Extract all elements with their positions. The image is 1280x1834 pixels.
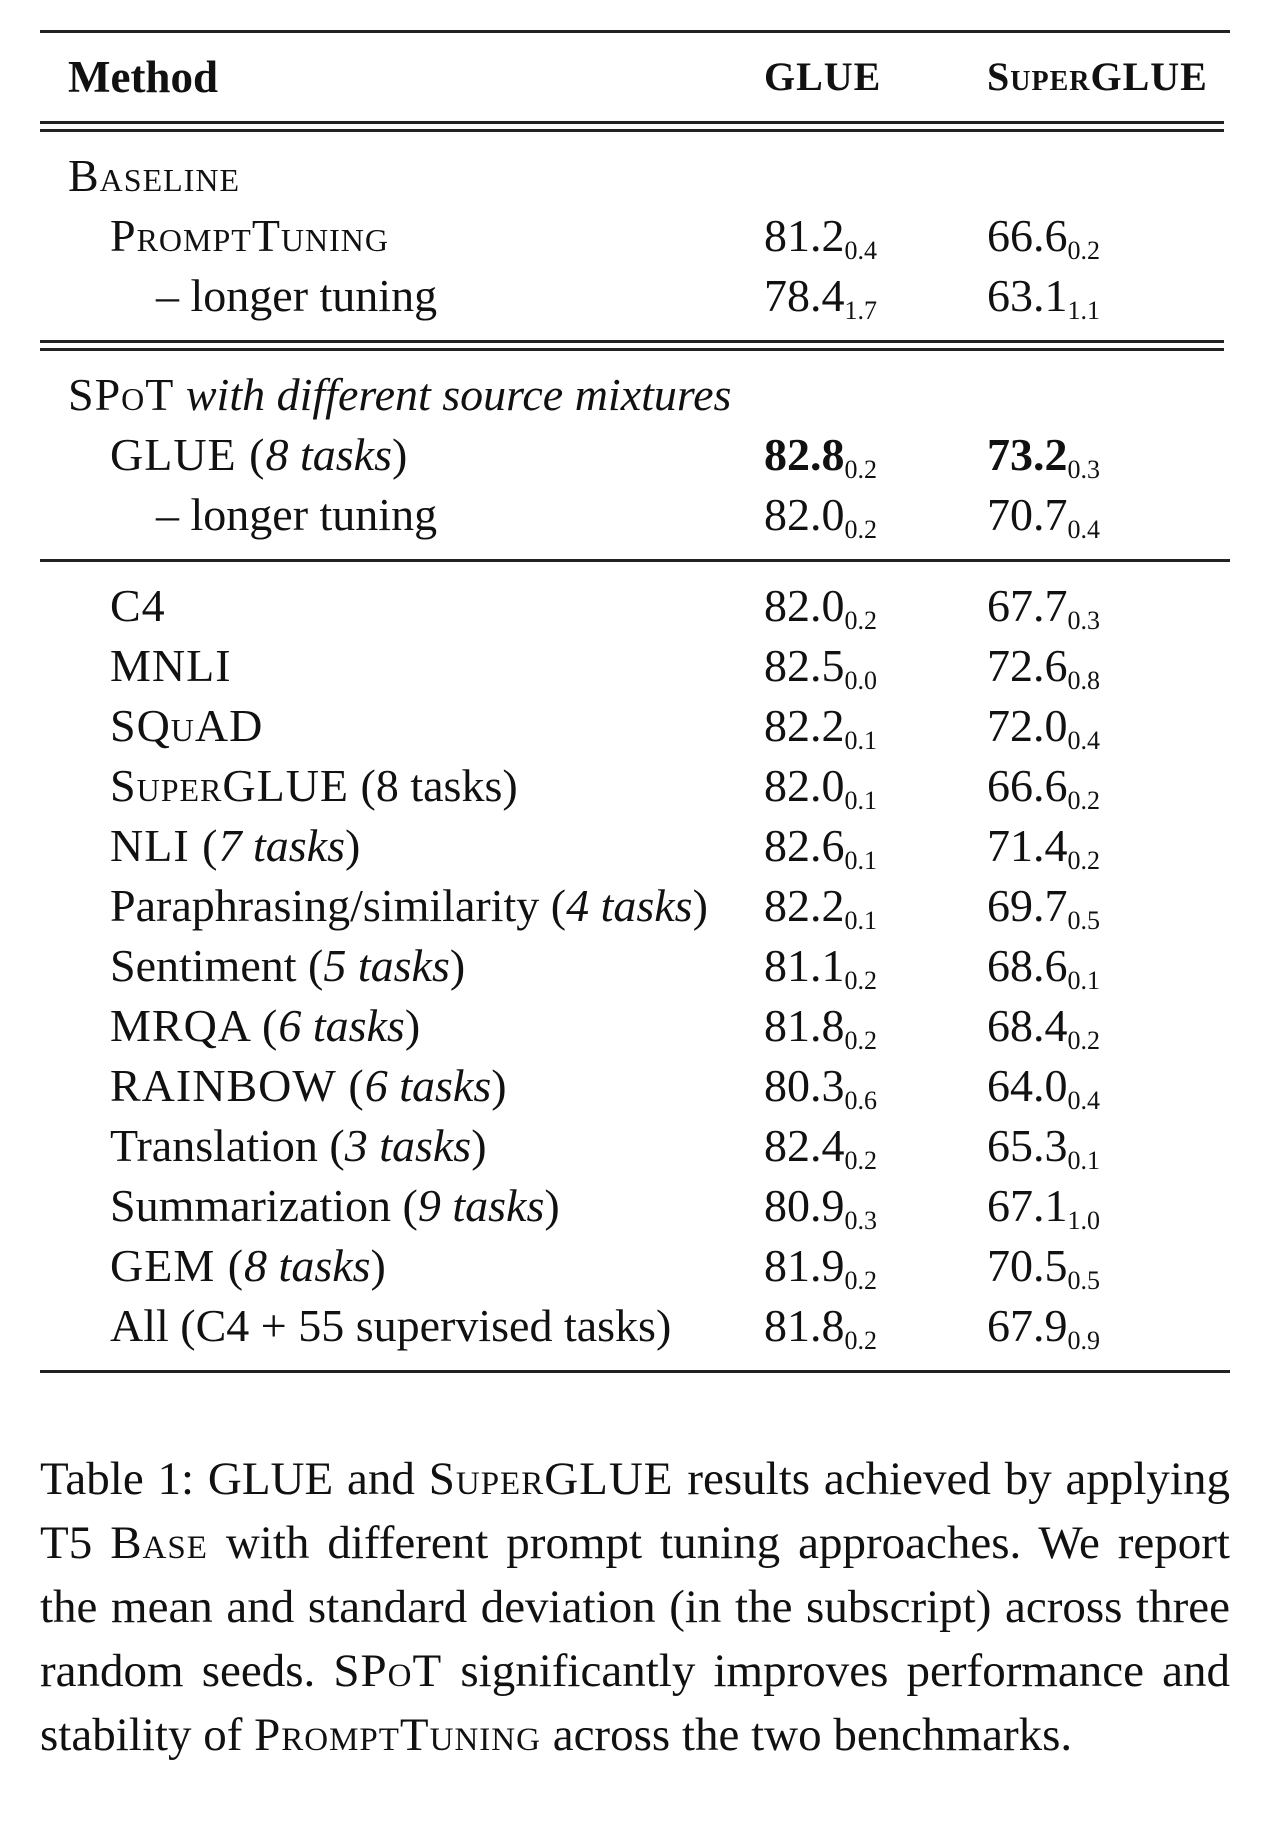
superglue-cell: $68.6_{0.1}$ <box>987 940 1100 995</box>
glue-cell: $80.3_{0.6}$ <box>764 1060 877 1115</box>
method-cell: – longer tuning <box>156 489 438 540</box>
superglue-cell: $63.1_{1.1}$ <box>987 270 1100 325</box>
table-row <box>40 936 1230 996</box>
method-cell: All (C4 + 55 supervised tasks) <box>110 1300 672 1351</box>
baseline-section <box>40 132 1230 340</box>
table-row <box>40 1236 1230 1296</box>
method-cell: NLI (7 tasks) <box>110 820 361 871</box>
table-row <box>40 425 1230 485</box>
table-caption: Table 1: GLUE and SuperGLUE results achieved by applying T5 Base with different prompt tuning approaches. We report the mean and standard deviation (in the subscript) across three random seeds. SPoT significantly improves performance and stability of PromptTuning across the two benchmarks. <box>40 1453 1230 1761</box>
spot-section <box>40 351 1230 559</box>
method-cell: MNLI <box>110 640 232 691</box>
method-cell: C4 <box>110 580 166 631</box>
section-title-row <box>40 146 1230 206</box>
glue-cell: $80.9_{0.3}$ <box>764 1180 877 1235</box>
superglue-cell: $72.0_{0.4}$ <box>987 700 1100 755</box>
table-row <box>40 816 1230 876</box>
section-title-spot: SPoT with different source mixtures <box>68 369 732 420</box>
mixtures-table <box>40 562 1230 1356</box>
superglue-cell: $69.7_{0.5}$ <box>987 880 1100 935</box>
table-row <box>40 636 1230 696</box>
table-row <box>40 485 1230 545</box>
glue-cell: $81.2_{0.4}$ <box>764 210 877 265</box>
header-double-rule <box>40 121 1224 132</box>
method-cell: MRQA (6 tasks) <box>110 1000 421 1051</box>
section-double-rule <box>40 340 1224 351</box>
results-table-container <box>40 30 1230 1373</box>
method-cell: Paraphrasing/similarity (4 tasks) <box>110 880 708 931</box>
glue-cell: $82.2_{0.1}$ <box>764 880 877 935</box>
superglue-cell: $70.5_{0.5}$ <box>987 1240 1100 1295</box>
glue-cell: $82.6_{0.1}$ <box>764 820 877 875</box>
superglue-cell: $67.7_{0.3}$ <box>987 580 1100 635</box>
method-cell: SuperGLUE (8 tasks) <box>110 760 518 811</box>
method-cell: GEM (8 tasks) <box>110 1240 386 1291</box>
table-row <box>40 756 1230 816</box>
section-title-row <box>40 365 1230 425</box>
method-cell: – longer tuning <box>156 270 438 321</box>
method-cell: Sentiment (5 tasks) <box>110 940 466 991</box>
table-row <box>40 696 1230 756</box>
superglue-cell: $67.9_{0.9}$ <box>987 1300 1100 1355</box>
superglue-cell: $71.4_{0.2}$ <box>987 820 1100 875</box>
header-glue: GLUE <box>764 54 882 99</box>
table-row <box>40 266 1230 326</box>
superglue-cell: $68.4_{0.2}$ <box>987 1000 1100 1055</box>
glue-cell: $82.0_{0.2}$ <box>764 489 877 544</box>
method-cell: GLUE (8 tasks) <box>110 429 408 480</box>
superglue-cell: $66.6_{0.2}$ <box>987 760 1100 815</box>
table-row <box>40 876 1230 936</box>
header-row <box>40 33 1230 121</box>
table-row <box>40 1116 1230 1176</box>
glue-cell: $82.0_{0.1}$ <box>764 760 877 815</box>
superglue-cell: $64.0_{0.4}$ <box>987 1060 1100 1115</box>
table-row <box>40 1296 1230 1356</box>
glue-cell: $82.5_{0.0}$ <box>764 640 877 695</box>
superglue-cell: $67.1_{1.0}$ <box>987 1180 1100 1235</box>
glue-cell: $81.1_{0.2}$ <box>764 940 877 995</box>
glue-cell: $82.8_{0.2}$ <box>764 429 877 484</box>
method-cell: PromptTuning <box>110 210 390 261</box>
table-row <box>40 1056 1230 1116</box>
method-cell: SQuAD <box>110 700 264 751</box>
superglue-cell: $66.6_{0.2}$ <box>987 210 1100 265</box>
table-row <box>40 206 1230 266</box>
glue-cell: $78.4_{1.7}$ <box>764 270 877 325</box>
header-superglue: SuperGLUE <box>987 54 1208 99</box>
glue-cell: $82.4_{0.2}$ <box>764 1120 877 1175</box>
method-cell: Summarization (9 tasks) <box>110 1180 560 1231</box>
superglue-cell: $73.2_{0.3}$ <box>987 429 1100 484</box>
table-row <box>40 576 1230 636</box>
header-method: Method <box>68 52 218 102</box>
glue-cell: $81.9_{0.2}$ <box>764 1240 877 1295</box>
glue-cell: $82.2_{0.1}$ <box>764 700 877 755</box>
section-title-baseline: Baseline <box>68 150 240 201</box>
method-cell: RAINBOW (6 tasks) <box>110 1060 507 1111</box>
superglue-cell: $72.6_{0.8}$ <box>987 640 1100 695</box>
glue-cell: $81.8_{0.2}$ <box>764 1000 877 1055</box>
table-row <box>40 1176 1230 1236</box>
glue-cell: $82.0_{0.2}$ <box>764 580 877 635</box>
superglue-cell: $65.3_{0.1}$ <box>987 1120 1100 1175</box>
glue-cell: $81.8_{0.2}$ <box>764 1300 877 1355</box>
results-table <box>40 33 1230 121</box>
bottom-rule <box>40 1370 1230 1373</box>
table-row <box>40 996 1230 1056</box>
superglue-cell: $70.7_{0.4}$ <box>987 489 1100 544</box>
method-cell: Translation (3 tasks) <box>110 1120 487 1171</box>
